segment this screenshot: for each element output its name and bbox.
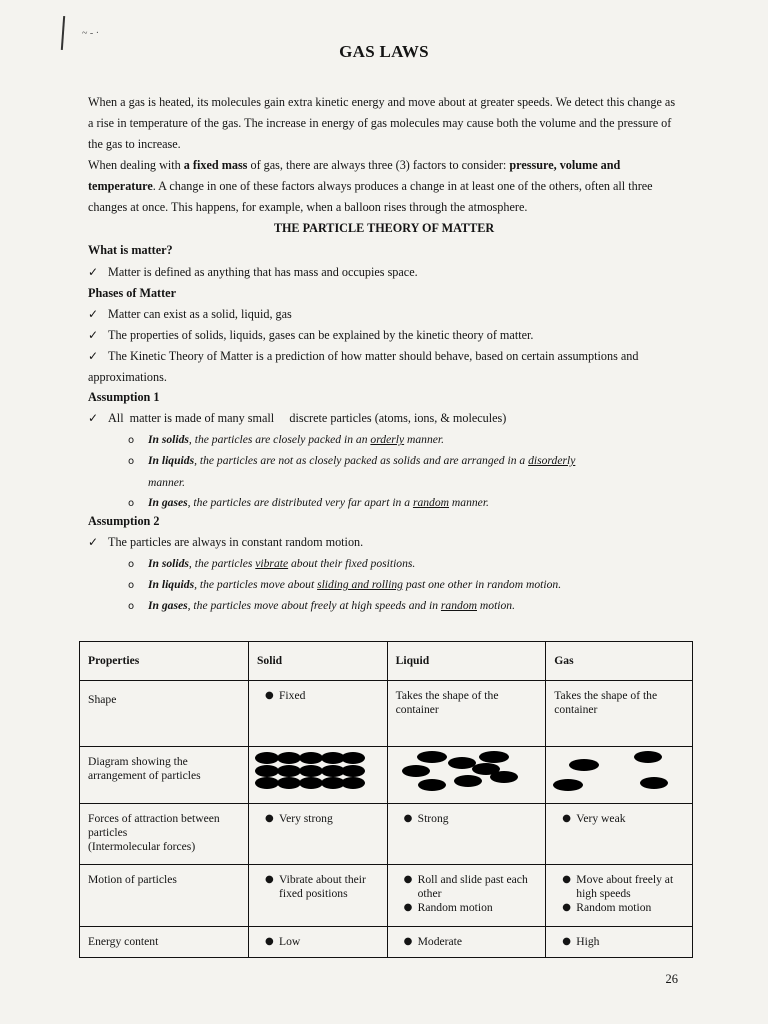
cell-gas-motion: ● Move about freely at high speeds ● Random motion — [546, 865, 693, 927]
heading-what-is-matter: What is matter? — [88, 243, 173, 257]
assumption-1-liquids: o In liquids, the particles are not as closely packed as solids and are arranged in a disorderly manner. — [128, 450, 688, 493]
table-row-diagram — [80, 747, 693, 804]
section-title: THE PARTICLE THEORY OF MATTER — [273, 221, 495, 235]
liquid-particles-diagram — [390, 749, 530, 793]
heading-assumption-1: Assumption 1 — [88, 390, 160, 404]
circle-bullet-icon: o — [128, 601, 135, 612]
table-row-shape — [80, 681, 693, 747]
circle-bullet-icon: o — [128, 498, 135, 509]
check-icon: ✓ — [88, 349, 99, 363]
cell-solid-forces: ● Very strong — [248, 804, 387, 865]
intro-paragraph-1: When a gas is heated, its molecules gain extra kinetic energy and move about at greater speeds. We detect this change as a rise in temperature of the gas. The increase in energy of gas molecules may cause both the volume and the pressure of the gas to increase. — [88, 95, 676, 151]
table-row-motion — [80, 865, 693, 927]
row-label-diagram: Diagram showing the arrangement of particles — [80, 747, 249, 804]
check-icon: ✓ — [88, 307, 99, 321]
assumption-2-gases: o In gases, the particles move about freely at high speeds and in random motion. — [128, 595, 688, 617]
gas-particles-diagram — [548, 749, 678, 793]
matter-definition: ✓ Matter is defined as anything that has mass and occupies space. — [88, 262, 688, 283]
phase-item: ✓ Matter can exist as a solid, liquid, gas — [88, 304, 688, 325]
row-label-forces: Forces of attraction between particles (Intermolecular forces) — [80, 804, 249, 865]
cell-gas-forces: ● Very weak — [546, 804, 693, 865]
circle-bullet-icon: o — [128, 456, 135, 467]
cell-solid-shape: ● Fixed — [248, 681, 387, 747]
circle-bullet-icon: o — [128, 559, 135, 570]
assumption-2-solids: o In solids, the particles vibrate about their fixed positions. — [128, 553, 688, 575]
heading-phases: Phases of Matter — [88, 286, 176, 300]
table-header-row — [80, 642, 693, 681]
page-title: GAS LAWS — [339, 42, 429, 61]
table-row-energy — [80, 927, 693, 958]
cell-solid-diagram — [248, 747, 387, 804]
phase-item: ✓ The Kinetic Theory of Matter is a prediction of how matter should behave, based on certain assumptions and approximations. — [88, 346, 688, 388]
intro-paragraph-2: When dealing with a fixed mass of gas, there are always three (3) factors to consider: pressure, volume and temperature. A change in one of these factors always produces a change in at least one of the others, often all three changes at once. This happens, for example, when a balloon rises through the atmosphere. — [88, 158, 653, 214]
table-row-forces — [80, 804, 693, 865]
assumption-2-item: ✓ The particles are always in constant random motion. — [88, 532, 688, 553]
assumption-2-liquids: o In liquids, the particles move about sliding and rolling past one other in random motion. — [128, 574, 688, 596]
header-properties: Properties — [80, 642, 249, 681]
cell-solid-motion: ● Vibrate about their fixed positions — [248, 865, 387, 927]
circle-bullet-icon: o — [128, 435, 135, 446]
cell-gas-energy: ● High — [546, 927, 693, 958]
solid-particles-diagram — [251, 749, 371, 793]
cell-liquid-motion: ● Roll and slide past each other ● Random motion — [387, 865, 546, 927]
check-icon: ✓ — [88, 265, 99, 279]
phase-item: ✓ The properties of solids, liquids, gases can be explained by the kinetic theory of matter. — [88, 325, 688, 346]
cell-gas-diagram — [546, 747, 693, 804]
cell-solid-energy: ● Low — [248, 927, 387, 958]
assumption-1-item: ✓ All matter is made of many small discrete particles (atoms, ions, & molecules) — [88, 408, 688, 429]
cell-liquid-energy: ● Moderate — [387, 927, 546, 958]
header-liquid: Liquid — [387, 642, 546, 681]
row-label-motion: Motion of particles — [80, 865, 249, 927]
check-icon: ✓ — [88, 411, 99, 425]
properties-table — [79, 641, 693, 958]
row-label-shape: Shape — [80, 681, 249, 747]
intro-text — [88, 92, 680, 218]
circle-bullet-icon: o — [128, 580, 135, 591]
page-number: 26 — [665, 972, 678, 986]
cell-gas-shape: Takes the shape of the container — [546, 681, 693, 747]
assumption-1-gases: o In gases, the particles are distributed very far apart in a random manner. — [128, 492, 688, 514]
row-label-energy: Energy content — [80, 927, 249, 958]
cell-liquid-diagram — [387, 747, 546, 804]
cell-liquid-shape: Takes the shape of the container — [387, 681, 546, 747]
assumption-1-solids: o In solids, the particles are closely packed in an orderly manner. — [128, 429, 688, 451]
header-gas: Gas — [546, 642, 693, 681]
header-solid: Solid — [248, 642, 387, 681]
heading-assumption-2: Assumption 2 — [88, 514, 160, 528]
check-icon: ✓ — [88, 328, 99, 342]
cell-liquid-forces: ● Strong — [387, 804, 546, 865]
check-icon: ✓ — [88, 535, 99, 549]
margin-scribble: ~ ‐ · — [82, 28, 100, 39]
